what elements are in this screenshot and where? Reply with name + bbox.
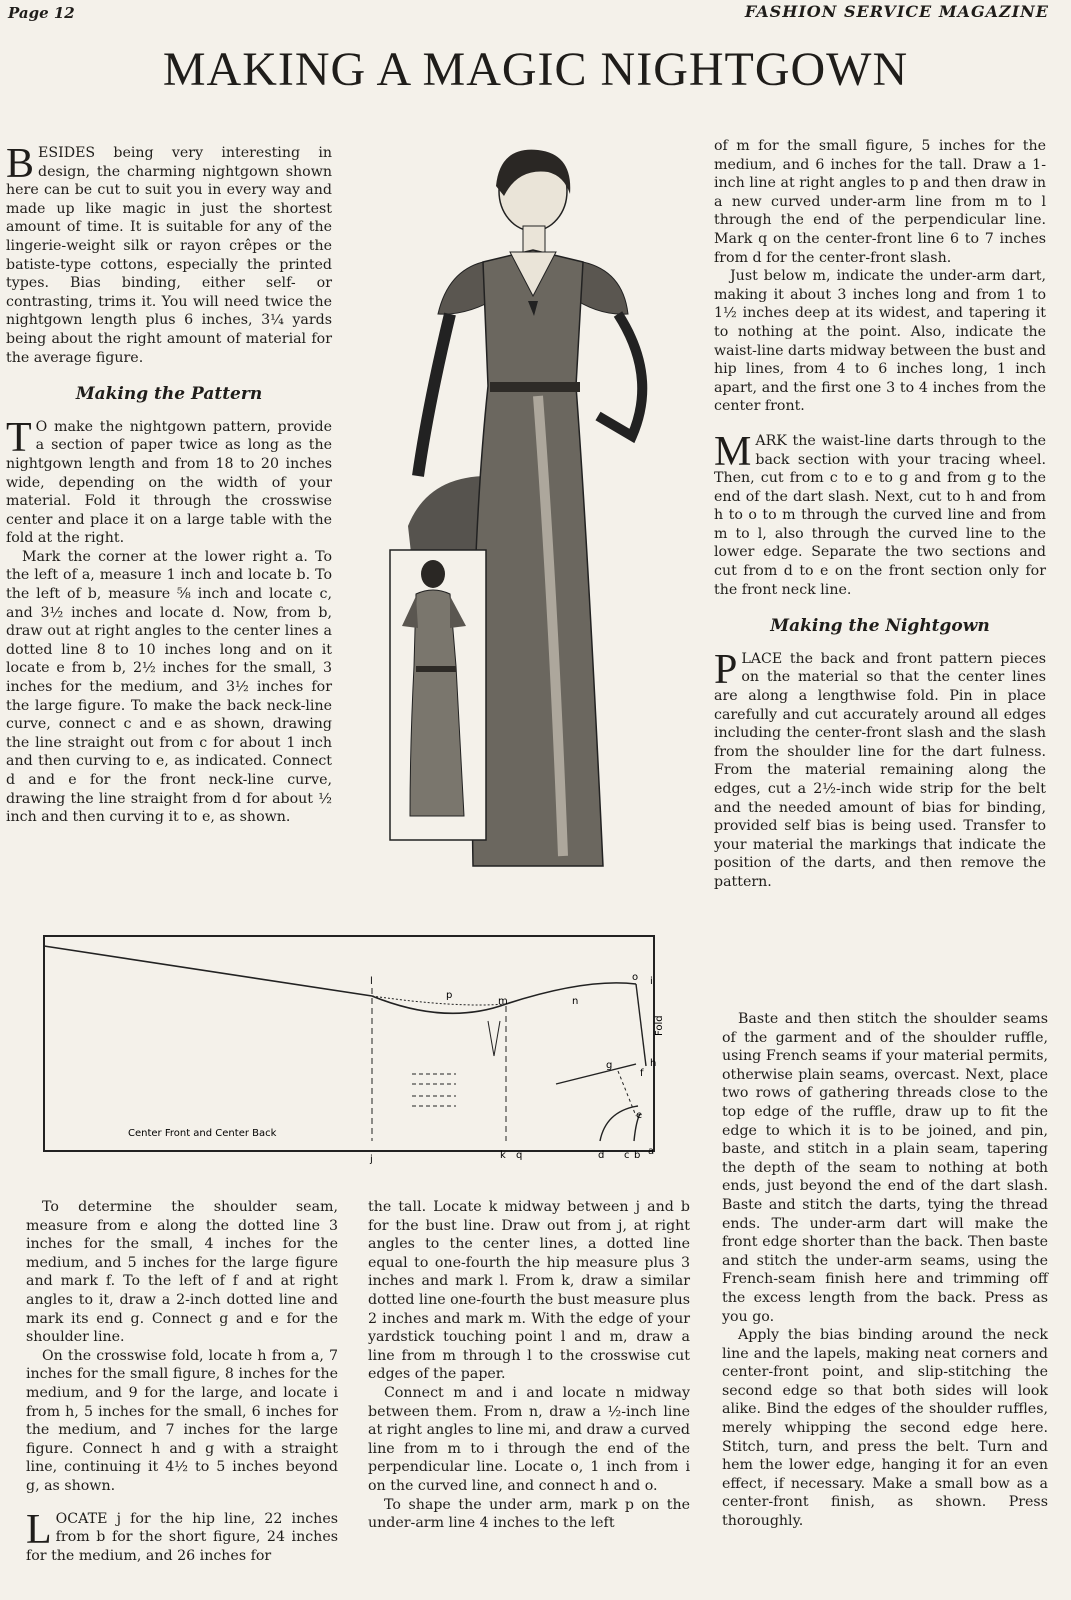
point-o: o xyxy=(632,972,639,983)
diagram-fold-label: Fold xyxy=(654,1015,665,1036)
nightgown-text-1: LACE the back and front pattern pieces on the material so that the center lines are along a lengthwise fold. Pin in place carefully and cut accurately around all edges including the center-front slash and the slash from the shoulder line for the dart fulness. From the material remaining along the edges, cut a 2½-inch wide strip for the belt and the needed amount of bias for binding, provided self bias is being used. Transfer to your material the markings that indicate the position of the darts, and then remove the pattern. xyxy=(714,650,1046,890)
column-right-lower xyxy=(722,1010,1048,1531)
column-right-upper xyxy=(714,137,1046,892)
point-l: l xyxy=(370,976,373,987)
point-m: m xyxy=(498,996,508,1007)
col2-text-3: ARK the waist-line darts through to the back section with your tracing wheel. Then, cut from c to e to g and from g to the end of the dart slash. Next, cut to h and from h to o to m through the curved line and from m to l, also through the curved line to the lower edge. Separate the two sections and cut from d to e on the front section only for the front neck line. xyxy=(714,432,1046,598)
nightgown-paragraph-2: Baste and then stitch the shoulder seams of the garment and of the shoulder ruffle, using French seams if your material permits, otherwise plain seams, overcast. Next, place two rows of gathering threads close to the top edge of the ruffle, draw up to fit the edge to which it is to be joined, and pin, baste, and stitch in a plain seam, tapering the depth of the seam to nothing at both ends, just beyond the end of the dart slash. Baste and stitch the darts, tying the thread ends. The under-arm dart will make the front edge shorter than the back. Then baste and stitch the under-arm seams, using the French-seam finish here and trimming off the excess length from the back. Press as you go. xyxy=(722,1011,1048,1325)
point-c: c xyxy=(624,1150,630,1161)
point-j: j xyxy=(370,1154,373,1165)
col2-paragraph-2: Just below m, indicate the under-arm dart, making it about 3 inches long and from 1 to 1½ inches deep at its widest, and tapering it to nothing at the point. Also, indicate the waist-line darts midway between the bust and hip lines, from 4 to 6 inches long, 1 inch apart, and the first one 3 to 4 inches from the center front. xyxy=(714,268,1046,415)
column-bottom-middle xyxy=(368,1198,690,1533)
section-heading-nightgown: Making the Nightgown xyxy=(770,616,990,637)
point-a: a xyxy=(648,1146,655,1157)
point-k: k xyxy=(500,1150,506,1161)
col3-text-3: OCATE j for the hip line, 22 inches from b for the short figure, 24 inches for the medium, and 26 inches for xyxy=(26,1510,338,1564)
page-title: MAKING A MAGIC NIGHTGOWN xyxy=(162,43,909,96)
col3-paragraph-3 xyxy=(26,1506,338,1566)
drop-cap: P xyxy=(714,646,738,693)
diagram-center-label: Center Front and Center Back xyxy=(128,1128,277,1139)
pattern-paragraph-1 xyxy=(6,414,332,548)
col2-paragraph-1: of m for the small figure, 5 inches for the medium, and 6 inches for the tall. Draw a 1-inch line at right angles to p and then draw in a new curved under-arm line from m to l through the end of the perpendicular line. Mark q on the center-front line 6 to 7 inches from d for the center-front slash. xyxy=(714,138,1046,266)
section-heading-pattern: Making the Pattern xyxy=(75,384,263,405)
col3-paragraph-1: To determine the shoulder seam, measure from e along the dotted line 3 inches for the small, 4 inches for the medium, and 5 inches for the large figure and mark f. To the left of f and at right angles to it, draw a 2-inch dotted line and mark its end g. Connect g and e for the shoulder line. xyxy=(26,1199,338,1346)
page-number: Page 12 xyxy=(8,4,75,22)
drop-cap: B xyxy=(6,141,35,187)
nightgown-paragraph-1 xyxy=(714,646,1046,892)
intro-paragraph xyxy=(6,141,332,367)
point-b: b xyxy=(634,1150,641,1161)
col4-paragraph-1: the tall. Locate k midway between j and b for the bust line. Draw out from j, at right angles to the center lines, a dotted line equal to one-fourth the hip measure plus 3 inches and mark l. From k, draw a similar dotted line one-fourth the bust measure plus 2 inches and mark m. With the edge of your yardstick touching point l and m, draw a line from m through l to the crosswise cut edges of the paper. xyxy=(368,1199,690,1383)
pattern-text-1: O make the nightgown pattern, provide a section of paper twice as long as the nightgown length and from 18 to 20 inches wide, depending on the width of your material. Fold it through the crosswise center and place it on a large table with the fold at the right. xyxy=(6,418,332,547)
nightgown-illustration xyxy=(388,146,704,902)
nightgown-paragraph-3: Apply the bias binding around the neck line and the lapels, making neat corners and center-front point, and slip-stitching the second edge so that both sides will look alike. Bind the edges of the shoulder ruffles, merely whipping the second edge here. Stitch, turn, and press the belt. Turn and hem the lower edge, hanging it for an even effect, if necessary. Make a small bow as a center-front finish, as shown. Press thoroughly. xyxy=(722,1327,1048,1530)
point-e: e xyxy=(636,1110,643,1121)
pattern-diagram xyxy=(36,926,692,1166)
column-intro xyxy=(6,141,332,827)
magazine-name: FASHION SERVICE MAGAZINE xyxy=(744,2,1049,21)
col2-paragraph-3 xyxy=(714,428,1046,599)
col3-paragraph-2: On the crosswise fold, locate h from a, 7 inches for the small figure, 8 inches for the medium, and 9 for the large, and locate i from h, 5 inches for the small, 6 inches for the medium, and 7 inches for the large figure. Connect h and g with a straight line, continuing it 4½ to 5 inches beyond g, as shown. xyxy=(26,1347,338,1494)
col4-paragraph-3: To shape the under arm, mark p on the under-arm line 4 inches to the left xyxy=(368,1496,690,1532)
column-bottom-left xyxy=(26,1198,338,1565)
drop-cap: M xyxy=(714,428,752,475)
col4-paragraph-2: Connect m and i and locate n midway between them. From n, draw a ½-inch line at right angles to line mi, and draw a curved line from m to i through the end of the perpendicular line. Locate o, 1 inch from i on the curved line, and connect h and o. xyxy=(368,1384,690,1494)
point-f: f xyxy=(640,1068,644,1079)
point-d: d xyxy=(598,1150,605,1161)
point-q: q xyxy=(516,1150,523,1161)
pattern-paragraph-2: Mark the corner at the lower right a. To the left of a, measure 1 inch and locate b. To the left of b, measure ⅝ inch and locate c, and 3½ inches and locate d. Now, from b, draw out at right angles to the center lines a dotted line 8 to 10 inches long and on it locate e from b, 2½ inches for the small, 3 inches for the medium, and 3½ inches for the large figure. To make the back neck-line curve, connect c and e as shown, drawing the line straight out from c for about 1 inch and then curving to e, as indicated. Connect d and e for the front neck-line curve, drawing the line straight from d for about ½ inch and then curving it to e, as shown. xyxy=(6,548,332,826)
point-i: i xyxy=(650,976,653,987)
drop-cap: T xyxy=(6,414,32,461)
point-n: n xyxy=(572,996,579,1007)
intro-text: ESIDES being very interesting in design, the charming nightgown shown here can be cut to suit you in every way and made up like magic in just the shortest amount of time. It is suitable for any of the lingerie-weight silk or rayon crêpes or the batiste-type cottons, especially the printed types. Bias binding, either self- or contrasting, trims it. You will need twice the nightgown length plus 6 inches, 3¼ yards being about the right amount of material for the average figure. xyxy=(6,145,332,366)
drop-cap: L xyxy=(26,1506,52,1553)
point-p: p xyxy=(446,990,453,1001)
point-h: h xyxy=(650,1058,657,1069)
point-g: g xyxy=(606,1060,613,1071)
